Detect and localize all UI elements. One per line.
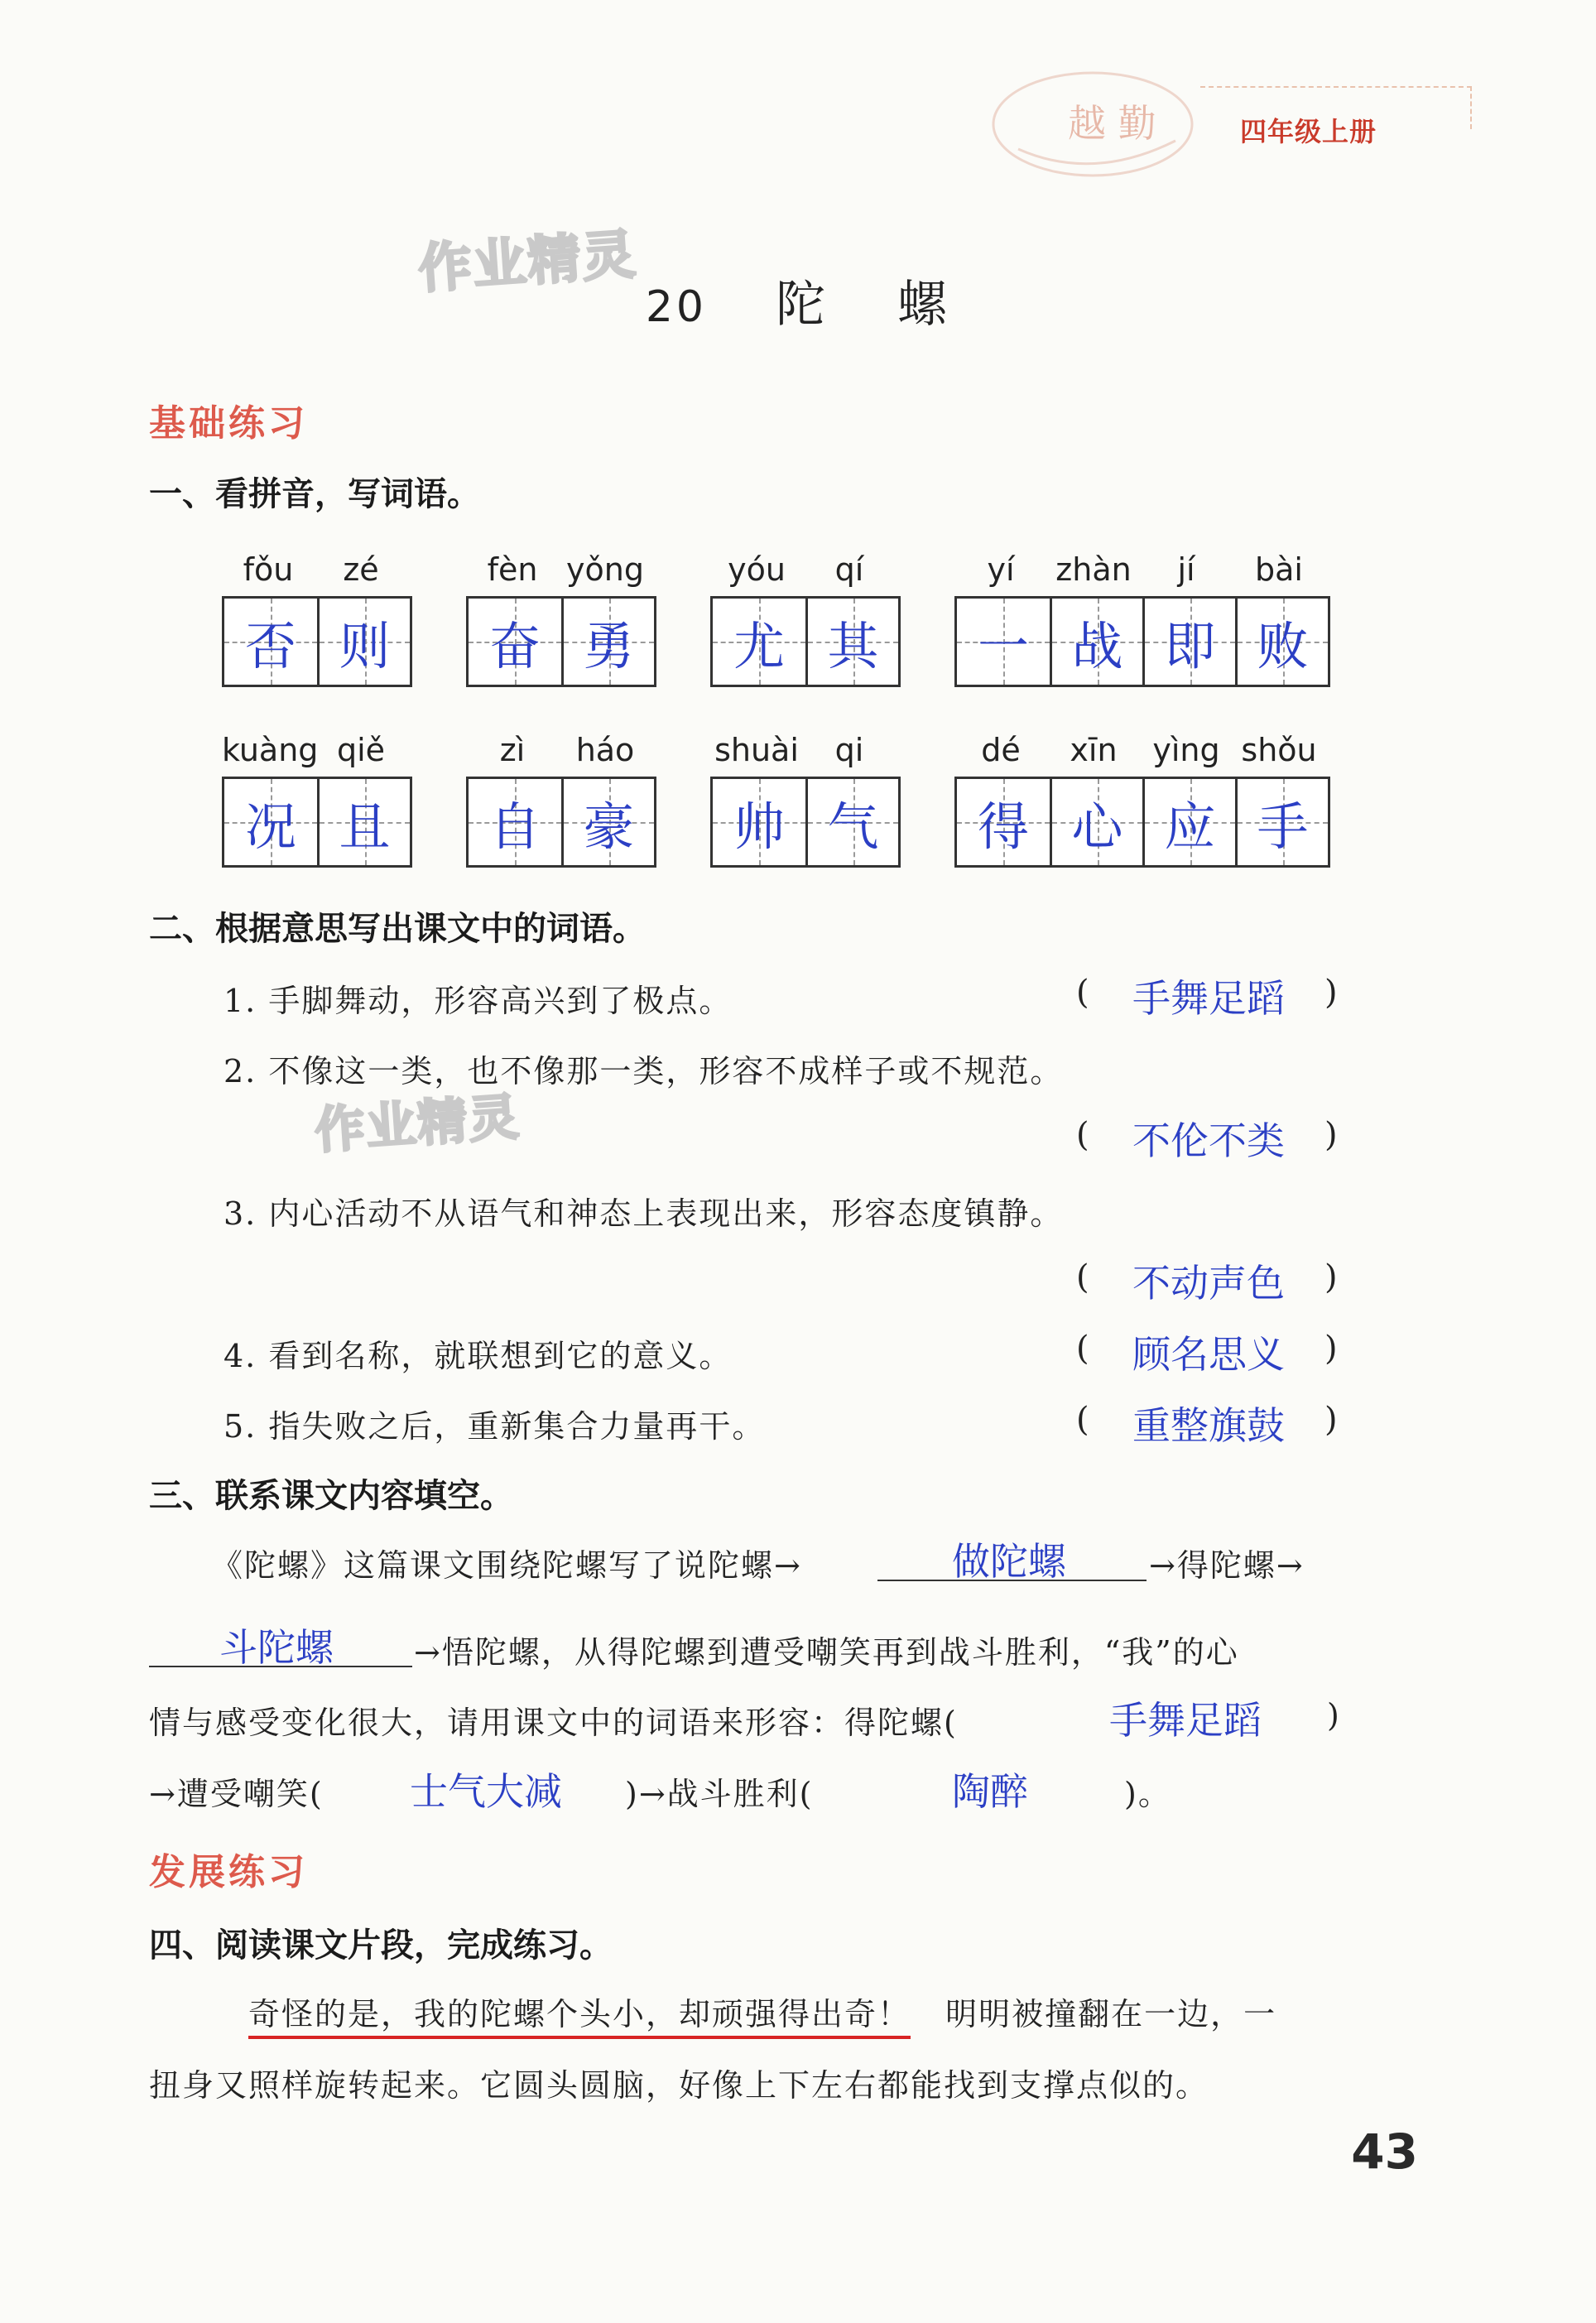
pinyin: qí	[834, 551, 864, 588]
pinyin: xīn	[1070, 732, 1118, 768]
word-box	[954, 538, 1330, 687]
pinyin: zé	[343, 551, 379, 588]
q3-line-1a: 《陀螺》这篇课文围绕陀螺写了说陀螺→	[211, 1547, 802, 1584]
q3-line-1b: →得陀螺→	[1149, 1547, 1305, 1584]
pinyin: fǒu	[243, 551, 294, 588]
q3-line-3a: 情与感受变化很大，请用课文中的词语来形容：得陀螺(	[149, 1705, 958, 1741]
close-paren: )	[1324, 1401, 1338, 1439]
char-cell[interactable]: 应	[1142, 779, 1235, 865]
char-cell[interactable]: 豪	[561, 779, 654, 865]
char-cell[interactable]: 心	[1050, 779, 1142, 865]
q2-answer-5[interactable]: 重整旗鼓	[1132, 1403, 1285, 1448]
pinyin: yí	[987, 551, 1015, 588]
q2-title: 二、根据意思写出课文中的词语。	[149, 910, 646, 948]
word-box	[222, 538, 412, 687]
q2-item-3-text: 3. 内心活动不从语气和神态上表现出来，形容态度镇静。	[224, 1195, 1064, 1232]
q4-passage-line-2: 扭身又照样旋转起来。它圆头圆脑，好像上下左右都能找到支撑点似的。	[149, 2067, 1209, 2104]
pinyin: fèn	[487, 551, 538, 588]
char-cell[interactable]: 帅	[713, 779, 805, 865]
char-cell[interactable]: 自	[469, 779, 561, 865]
word-box	[954, 719, 1330, 868]
pinyin: zì	[499, 732, 526, 768]
stamp-text: 越 勤	[1068, 101, 1156, 146]
word-box	[466, 719, 656, 868]
pinyin: zhàn	[1055, 551, 1132, 588]
section-basic-title: 基础练习	[149, 402, 308, 445]
q2-item-5-text: 5. 指失败之后，重新集合力量再干。	[224, 1408, 766, 1445]
char-cell[interactable]: 勇	[561, 599, 654, 685]
q2-item-2-text: 2. 不像这一类，也不像那一类，形容不成样子或不规范。	[224, 1053, 1064, 1089]
pinyin: jí	[1177, 551, 1195, 588]
pinyin: bài	[1255, 551, 1303, 588]
open-paren: (	[1076, 1401, 1089, 1439]
char-cell[interactable]: 奋	[469, 599, 561, 685]
page-number: 43	[1351, 2123, 1418, 2180]
close-paren: )	[1324, 974, 1338, 1012]
passage-continuation: 明明被撞翻在一边，一	[945, 1996, 1277, 2032]
pinyin: shuài	[714, 732, 799, 768]
pinyin: yìng	[1152, 732, 1220, 768]
pinyin: háo	[575, 732, 635, 768]
char-cell[interactable]: 败	[1235, 599, 1328, 685]
open-paren: (	[1076, 1116, 1089, 1154]
word-box	[710, 719, 901, 868]
q3-blank-5[interactable]: 陶醉	[952, 1769, 1028, 1814]
q3-line-4b: )→战斗胜利(	[625, 1776, 814, 1812]
underlined-sentence[interactable]: 奇怪的是，我的陀螺个头小，却顽强得出奇！	[248, 1996, 911, 2039]
open-paren: (	[1076, 974, 1089, 1012]
q3-line-4c: )。	[1124, 1776, 1171, 1812]
section-develop-title: 发展练习	[149, 1851, 308, 1893]
q3-blank-1[interactable]: 做陀螺	[952, 1539, 1066, 1584]
q4-title: 四、阅读课文片段，完成练习。	[149, 1926, 613, 1965]
char-cell[interactable]: 气	[805, 779, 898, 865]
pinyin: qi	[834, 732, 864, 768]
char-cell[interactable]: 其	[805, 599, 898, 685]
char-cell[interactable]: 一	[957, 599, 1050, 685]
pinyin: dé	[981, 732, 1021, 768]
pinyin: kuàng	[222, 732, 319, 768]
q3-blank-4[interactable]: 士气大减	[410, 1769, 562, 1814]
char-cell[interactable]: 手	[1235, 779, 1328, 865]
q2-answer-2[interactable]: 不伦不类	[1132, 1118, 1285, 1163]
q3-line-4a: →遭受嘲笑(	[149, 1776, 324, 1812]
word-box	[222, 719, 412, 868]
q2-answer-1[interactable]: 手舞足蹈	[1132, 976, 1285, 1021]
q4-passage-line-1	[248, 1989, 1276, 2034]
q3-blank-3[interactable]: 手舞足蹈	[1109, 1698, 1262, 1743]
char-cell[interactable]: 得	[957, 779, 1050, 865]
pinyin: shǒu	[1241, 732, 1317, 768]
watermark-top: 作业精灵	[416, 224, 639, 301]
stamp-logo	[985, 58, 1200, 190]
word-box	[466, 538, 656, 687]
q2-answer-3[interactable]: 不动声色	[1132, 1261, 1285, 1306]
pinyin: yóu	[728, 551, 786, 588]
q2-answer-4[interactable]: 顾名思义	[1132, 1332, 1285, 1377]
char-cell[interactable]: 况	[224, 779, 317, 865]
close-paren: )	[1324, 1330, 1338, 1368]
q3-blank-2[interactable]: 斗陀螺	[219, 1625, 334, 1670]
q2-item-4-text: 4. 看到名称，就联想到它的意义。	[224, 1338, 733, 1374]
char-cell[interactable]: 尤	[713, 599, 805, 685]
char-cell[interactable]: 则	[317, 599, 410, 685]
close-paren: )	[1324, 1116, 1338, 1154]
char-cell[interactable]: 且	[317, 779, 410, 865]
q1-title: 一、看拼音，写词语。	[149, 475, 480, 513]
lesson-title-char-1: 陀	[776, 276, 829, 334]
q3-line-3b: )	[1327, 1697, 1341, 1734]
lesson-title-char-2: 螺	[897, 276, 951, 334]
char-cell[interactable]: 即	[1142, 599, 1235, 685]
pinyin: qiě	[336, 732, 386, 768]
char-cell[interactable]: 否	[224, 599, 317, 685]
q3-line-2b: →悟陀螺，从得陀螺到遭受嘲笑再到战斗胜利，“我”的心	[414, 1634, 1239, 1671]
watermark-middle: 作业精灵	[313, 1088, 522, 1161]
open-paren: (	[1076, 1258, 1089, 1296]
lesson-number: 20	[645, 282, 707, 332]
word-box	[710, 538, 901, 687]
char-cell[interactable]: 战	[1050, 599, 1142, 685]
pinyin: yǒng	[566, 551, 644, 588]
q2-item-1-text: 1. 手脚舞动，形容高兴到了极点。	[224, 983, 733, 1019]
close-paren: )	[1324, 1258, 1338, 1296]
open-paren: (	[1076, 1330, 1089, 1368]
q3-title: 三、联系课文内容填空。	[149, 1477, 513, 1515]
grade-label: 四年级上册	[1240, 116, 1377, 147]
lesson-title	[0, 265, 1596, 336]
